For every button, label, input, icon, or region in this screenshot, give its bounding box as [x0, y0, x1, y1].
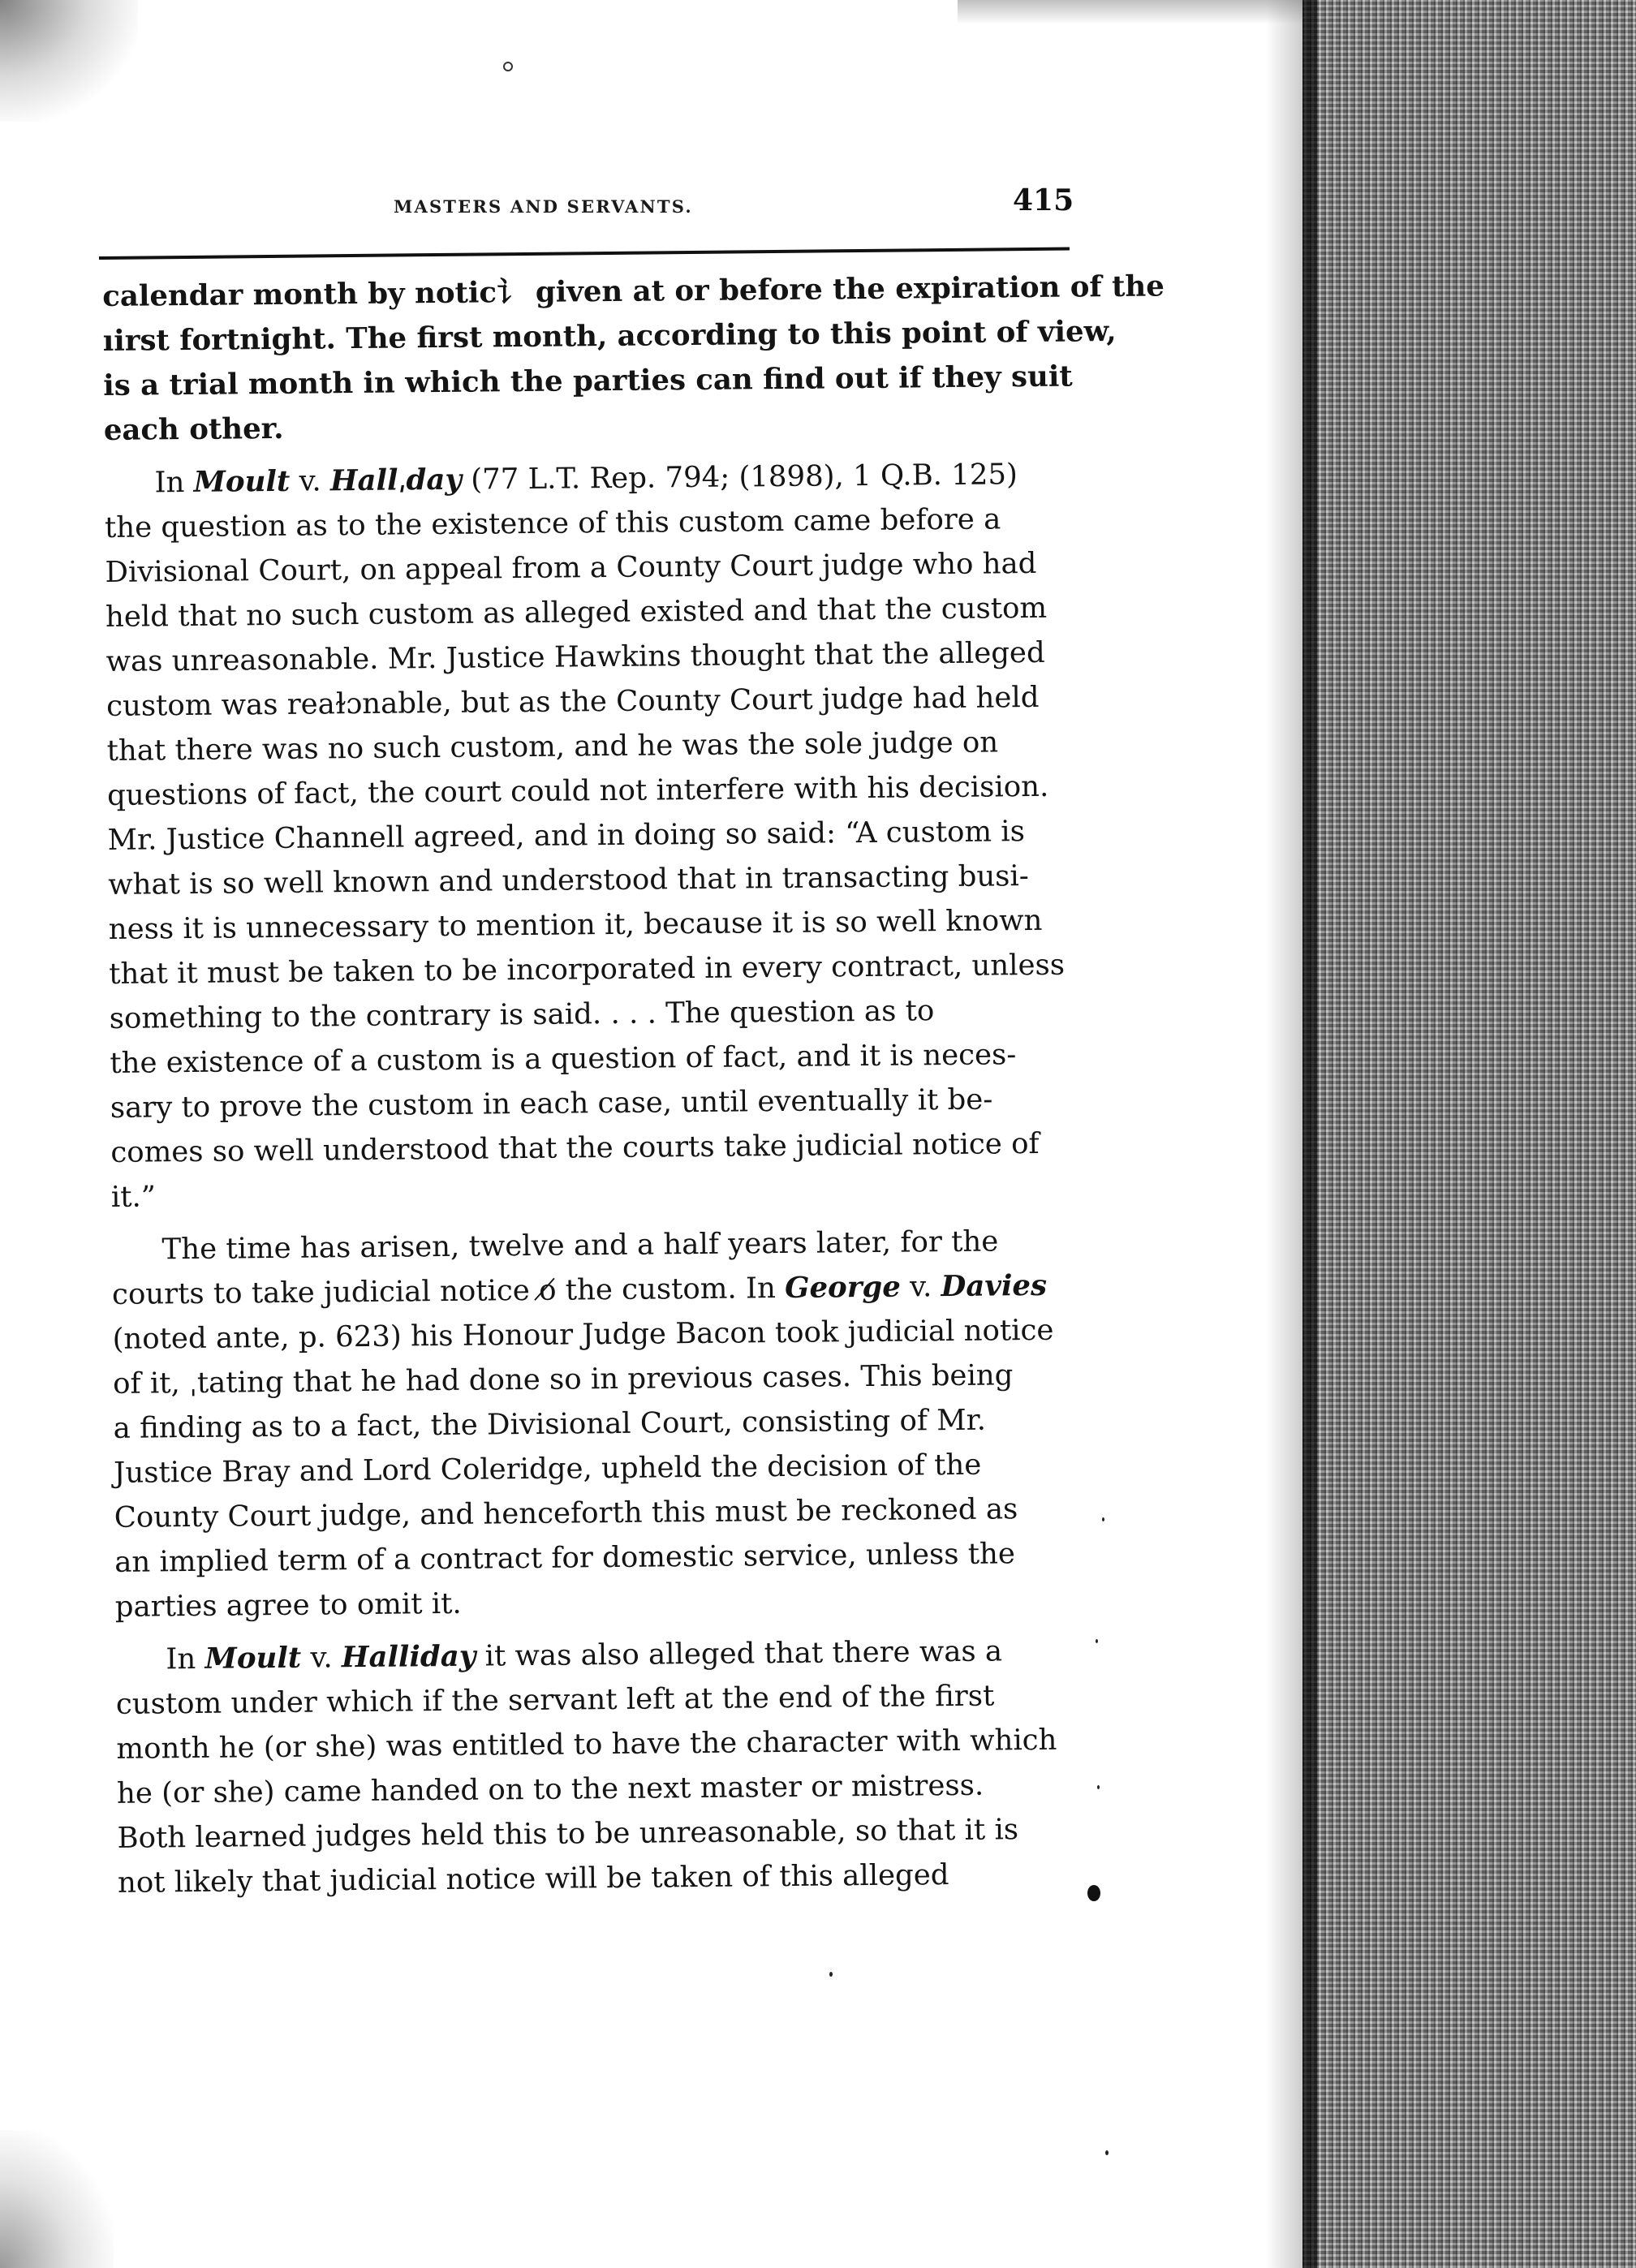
text-line: was unreasonable. Mr. Justice Hawkins thought that the alleged: [105, 635, 1045, 678]
text-line: a finding as to a fact, the Divisional Court, consisting of Mr.: [113, 1403, 987, 1445]
text-line: custom under which if the servant left at the end of the first: [115, 1679, 995, 1721]
text-run: v.: [301, 1641, 342, 1675]
text-run: courts to take judicial notice o̸ the custom. In: [111, 1271, 786, 1311]
case-name-italic: Davies: [941, 1268, 1048, 1304]
text-line: (noted ante, p. 623) his Honour Judge Bacon took judicial notice: [112, 1313, 1054, 1356]
text-line: held that no such custom as alleged existed and that the custom: [105, 591, 1048, 634]
case-name-italic: Halliday: [341, 1639, 476, 1675]
case-name-italic: Moult: [193, 464, 291, 499]
text-line: each other.: [103, 411, 284, 447]
text-line: County Court judge, and henceforth this must be reckoned as: [114, 1492, 1018, 1534]
header-rule: [99, 247, 1070, 260]
paragraph-1: [102, 265, 1165, 453]
text-line: The time has arisen, twelve and a half years later, for the: [161, 1224, 999, 1267]
text-line: is a trial month in which the parties can find out if they suit: [103, 359, 1073, 402]
text-line: parties agree to omit it.: [114, 1586, 462, 1624]
text-line: sary to prove the custom in each case, until eventually it be-: [110, 1082, 993, 1125]
case-name-italic: Hallˌday: [329, 463, 463, 498]
paragraph-2: [104, 451, 1101, 1220]
text-run: In: [166, 1642, 205, 1676]
text-line: that it must be taken to be incorporated in every contract, unless: [109, 948, 1066, 991]
paragraph-3: [111, 1218, 1105, 1629]
text-line: that there was no such custom, and he was the sole judge on: [106, 725, 999, 768]
text-line: ıirst fortnight. The first month, according to this point of view,: [102, 315, 1117, 358]
text-line: Both learned judges held this to be unreasonable, so that it is: [117, 1813, 1019, 1855]
text-line: of it, ˌtating that he had done so in previous cases. This being: [112, 1358, 1014, 1401]
text-run: In: [154, 465, 194, 500]
scan-speck: [829, 1972, 833, 1977]
text-line: Divisional Court, on appeal from a County Court judge who had: [105, 546, 1037, 589]
text-line: he (or she) came handed on to the next master or mistress.: [116, 1768, 984, 1810]
text-line: what is so well known and understood that in transacting busi-: [108, 859, 1029, 902]
text-line: an implied term of a contract for domestic service, unless the: [114, 1537, 1016, 1579]
case-name-italic: George: [784, 1270, 902, 1305]
scan-speck: [503, 62, 513, 71]
text-run: it was also alleged that there was a: [476, 1634, 1003, 1673]
text-line: ness it is unnecessary to mention it, because it is so well known: [108, 903, 1043, 946]
text-line: questions of fact, the court could not interfere with his decision.: [106, 769, 1049, 812]
text-line: the question as to the existence of this custom came before a: [104, 502, 1001, 544]
text-line: not likely that judicial notice will be taken of this alleged: [117, 1858, 949, 1900]
text-line: Justice Bray and Lord Coleridge, upheld the decision of the: [113, 1448, 982, 1490]
text-line: Mr. Justice Channell agreed, and in doing so said: “A custom is: [107, 815, 1026, 857]
text-line: month he (or she) was entitled to have the character with which: [116, 1723, 1057, 1766]
text-line: it.”: [110, 1180, 157, 1214]
paragraph-4: [115, 1628, 1108, 1905]
scan-noise-top-left: [0, 0, 138, 122]
scan-noise-bottom-left: [0, 2130, 114, 2268]
text-line: the existence of a custom is a question of fact, and it is neces-: [110, 1038, 1017, 1080]
scan-speck: [1105, 2150, 1109, 2155]
book-page-edges: [1302, 0, 1636, 2268]
text-line: comes so well understood that the courts take judicial notice of: [110, 1126, 1040, 1169]
text-line: something to the contrary is said. . . . The question as to: [109, 994, 935, 1035]
text-line: calendar month by notic⻈ given at or before the expiration of the: [102, 269, 1165, 313]
text-run: v.: [290, 464, 331, 498]
page-number: 415: [1013, 183, 1074, 217]
text-run: (77 L.T. Rep. 794; (1898), 1 Q.B. 125): [461, 458, 1018, 497]
body-text: [102, 265, 1165, 1905]
text-run: v.: [900, 1270, 941, 1304]
running-head: MASTERS AND SERVANTS.: [394, 196, 693, 217]
text-line: custom was reaɫɔnable, but as the County Court judge had held: [105, 680, 1040, 723]
case-name-italic: Moult: [204, 1641, 302, 1676]
scan-noise-top: [958, 0, 1307, 24]
page-edge-line: [1302, 0, 1317, 2268]
